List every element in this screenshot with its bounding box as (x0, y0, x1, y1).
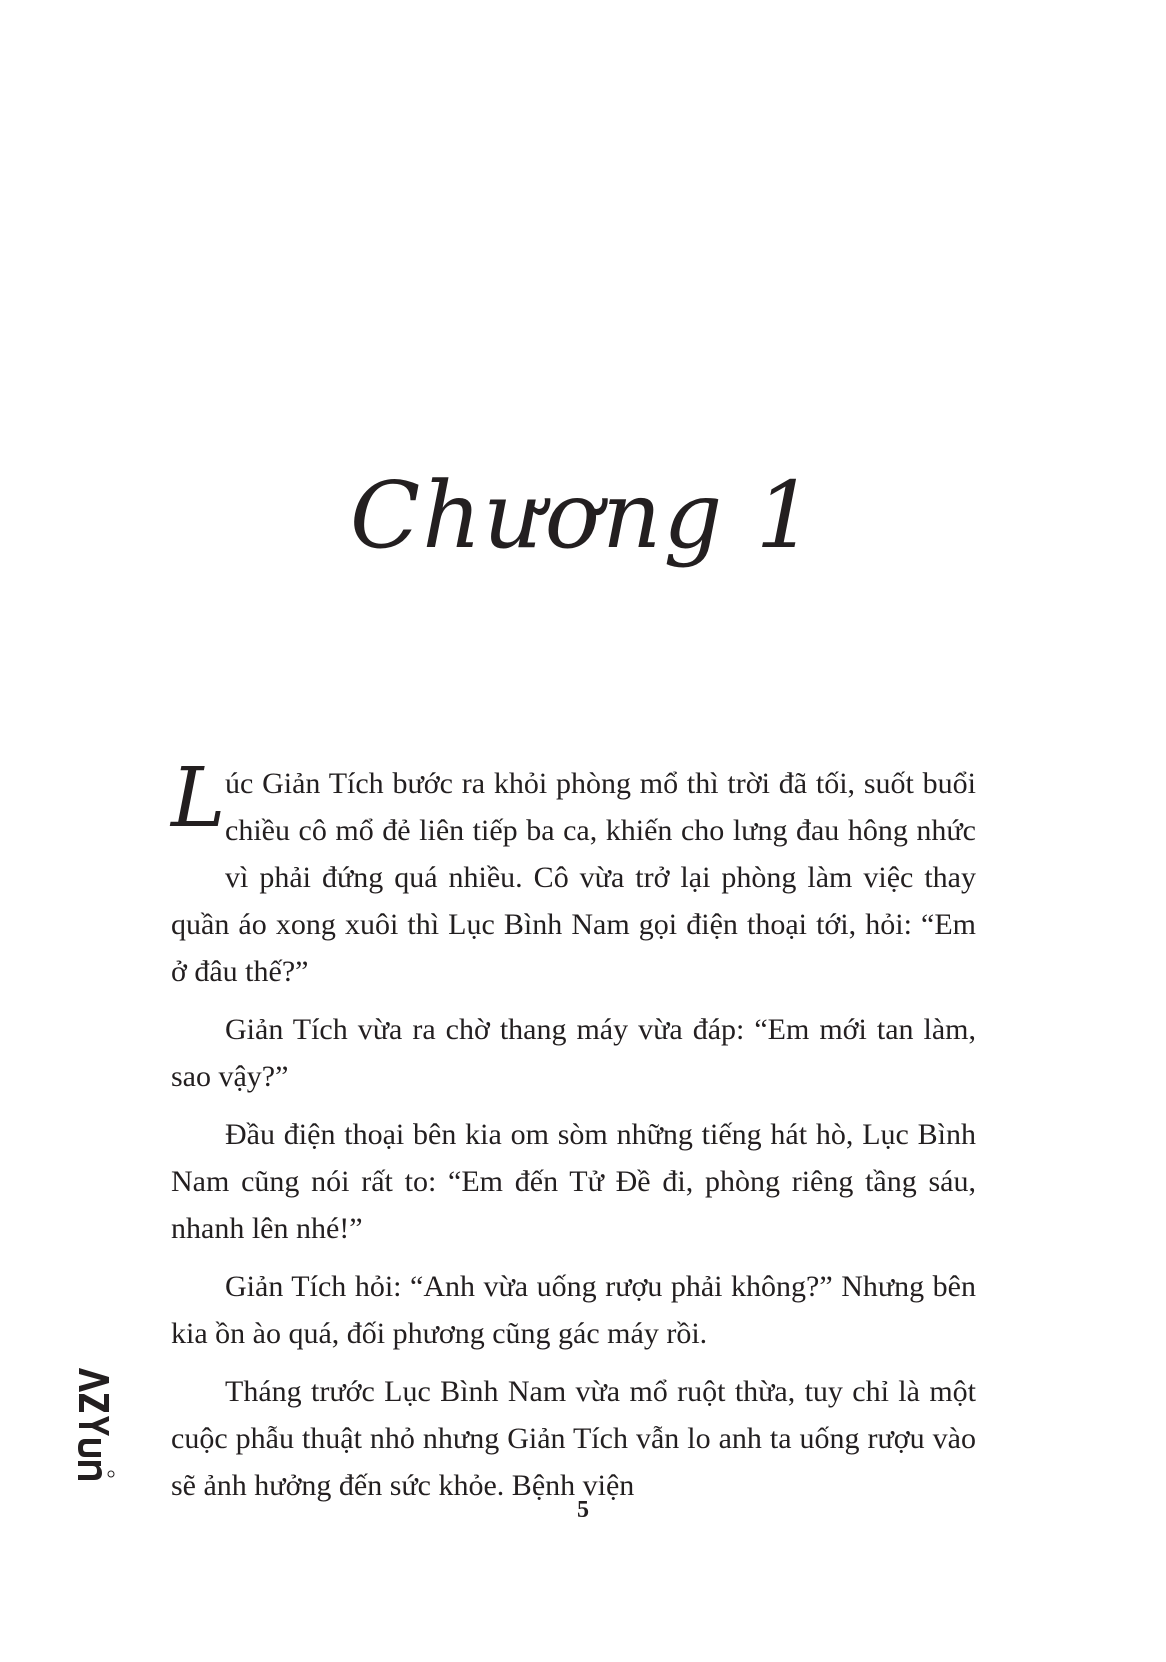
paragraph-3: Đầu điện thoại bên kia om sòm những tiếng hát hò, Lục Bình Nam cũng nói rất to: “Em đến Tử Đề đi, phòng riêng tầng sáu, nhanh lên nhé!” (171, 1118, 976, 1245)
publisher-logo-icon (64, 1368, 118, 1480)
drop-cap: L (171, 751, 226, 846)
paragraph-4: Giản Tích hỏi: “Anh vừa uống rượu phải không?” Nhưng bên kia ồn ào quá, đối phương cũng gác máy rồi. (171, 1270, 976, 1350)
chapter-body (171, 751, 976, 1520)
publisher-logo-icon (64, 1368, 118, 1480)
chapter-title: Chương 1 (349, 462, 817, 569)
paragraph-5: Tháng trước Lục Bình Nam vừa mổ ruột thừa, tuy chỉ là một cuộc phẫu thuật nhỏ nhưng Giản Tích vẫn lo anh ta uống rượu vào sẽ ảnh hưởng đến sức khỏe. Bệnh viện (171, 1375, 976, 1502)
page-number: 5 (577, 1497, 589, 1523)
paragraph-1-text: úc Giản Tích bước ra khỏi phòng mổ thì trời đã tối, suốt buổi chiều cô mổ đẻ liên tiếp ba ca, khiến cho lưng đau hông nhức vì phải đứng quá nhiều. Cô vừa trở lại phòng làm việc thay quần áo xong xuôi thì Lục Bình Nam gọi điện thoại tới, hỏi: “Em ở đâu thế?” (171, 767, 976, 988)
paragraph-2: Giản Tích vừa ra chờ thang máy vừa đáp: “Em mới tan làm, sao vậy?” (171, 1013, 976, 1093)
paragraph-1 (171, 751, 976, 995)
